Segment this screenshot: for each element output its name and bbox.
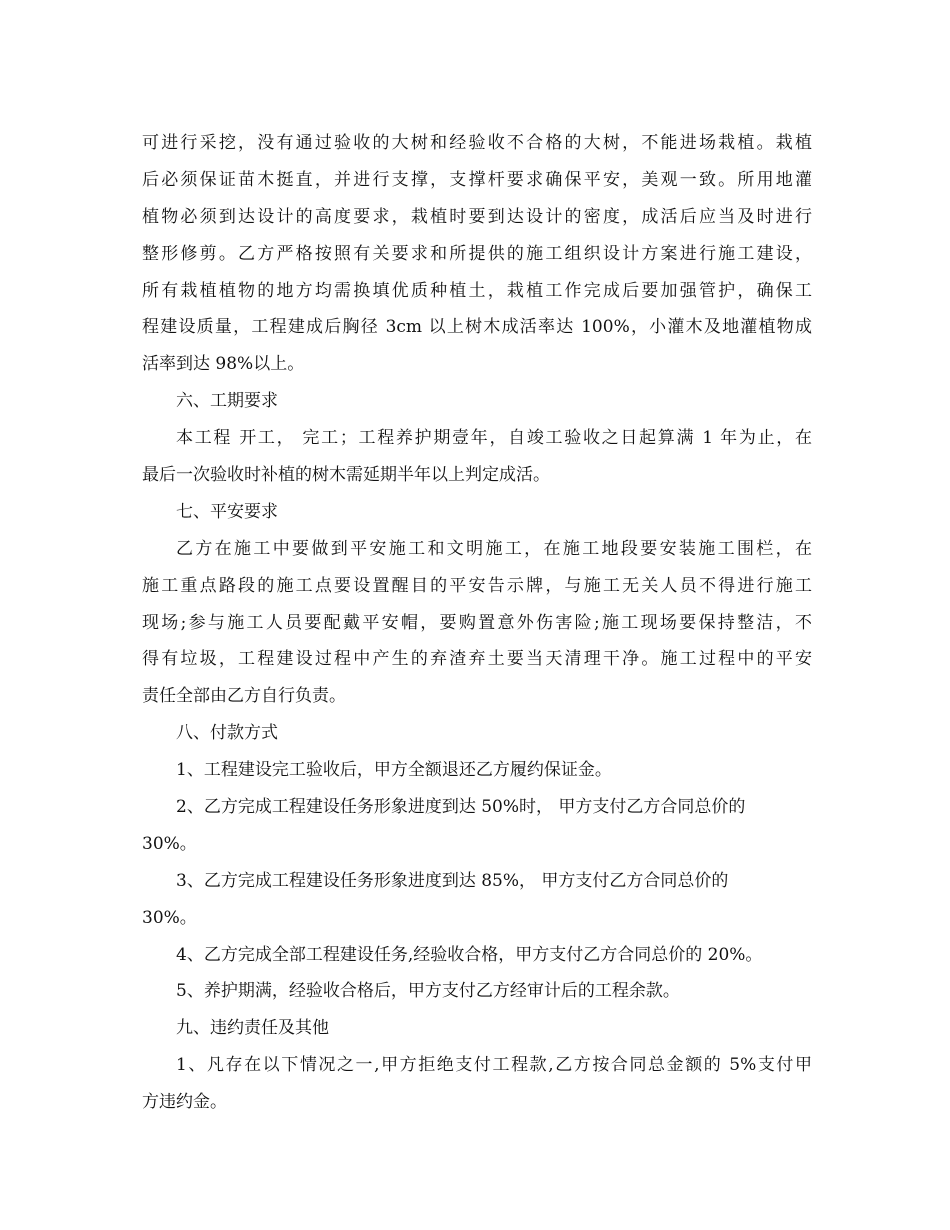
- text-line: 方违约金。: [142, 1092, 227, 1113]
- text-line: 七、平安要求: [176, 501, 278, 522]
- text-line: 1、工程建设完工验收后，甲方全额退还乙方履约保证金。: [176, 760, 612, 781]
- text-line: 后必须保证苗木挺直，并进行支撑，支撑杆要求确保平安，美观一致。所用地灌: [142, 169, 812, 190]
- text-line: 可进行采挖，没有通过验收的大树和经验收不合格的大树，不能进场栽植。栽植: [142, 133, 812, 153]
- document-body: [142, 125, 812, 1121]
- text-line: 活率到达 98%以上。: [142, 354, 305, 375]
- text-line: 最后一次验收时补植的树木需延期半年以上判定成活。: [142, 465, 550, 486]
- text-line: 30%。: [142, 833, 197, 854]
- text-line: 施工重点路段的施工点要设置醒目的平安告示牌，与施工无关人员不得进行施工: [142, 575, 812, 596]
- text-line: 4、乙方完成全部工程建设任务,经验收合格，甲方支付乙方合同总价的 20%。: [176, 944, 763, 965]
- text-line: 植物必须到达设计的高度要求，栽植时要到达设计的密度，成活后应当及时进行: [142, 206, 812, 227]
- text-line: 整形修剪。乙方严格按照有关要求和所提供的施工组织设计方案进行施工建设，: [142, 243, 812, 264]
- text-line: 现场;参与施工人员要配戴平安帽，要购置意外伤害险;施工现场要保持整洁，不: [142, 612, 812, 633]
- text-line: 六、工期要求: [176, 391, 278, 412]
- text-line: 责任全部由乙方自行负责。: [142, 686, 346, 707]
- text-line: 1、凡存在以下情况之一,甲方拒绝支付工程款,乙方按合同总金额的 5%支付甲: [176, 1055, 812, 1076]
- text-line: 本工程 开工， 完工；工程养护期壹年，自竣工验收之日起算满 1 年为止，在: [176, 428, 812, 449]
- text-line: 5、养护期满，经验收合格后，甲方支付乙方经审计后的工程余款。: [176, 981, 680, 1002]
- text-line: 所有栽植植物的地方均需换填优质种植土，栽植工作完成后要加强管护，确保工: [142, 280, 812, 301]
- text-line: 程建设质量，工程建成后胸径 3cm 以上树木成活率达 100%，小灌木及地灌植物成: [142, 317, 812, 338]
- text-line: 八、付款方式: [176, 723, 278, 744]
- text-line: 乙方在施工中要做到平安施工和文明施工，在施工地段要安装施工围栏，在: [176, 538, 812, 559]
- text-line: 2、乙方完成工程建设任务形象进度到达 50%时， 甲方支付乙方合同总价的: [176, 797, 746, 818]
- text-line: 得有垃圾，工程建设过程中产生的弃渣弃土要当天清理干净。施工过程中的平安: [142, 649, 812, 670]
- text-line: 3、乙方完成工程建设任务形象进度到达 85%， 甲方支付乙方合同总价的: [176, 870, 729, 891]
- text-line: 30%。: [142, 907, 197, 928]
- text-line: 九、违约责任及其他: [176, 1018, 329, 1039]
